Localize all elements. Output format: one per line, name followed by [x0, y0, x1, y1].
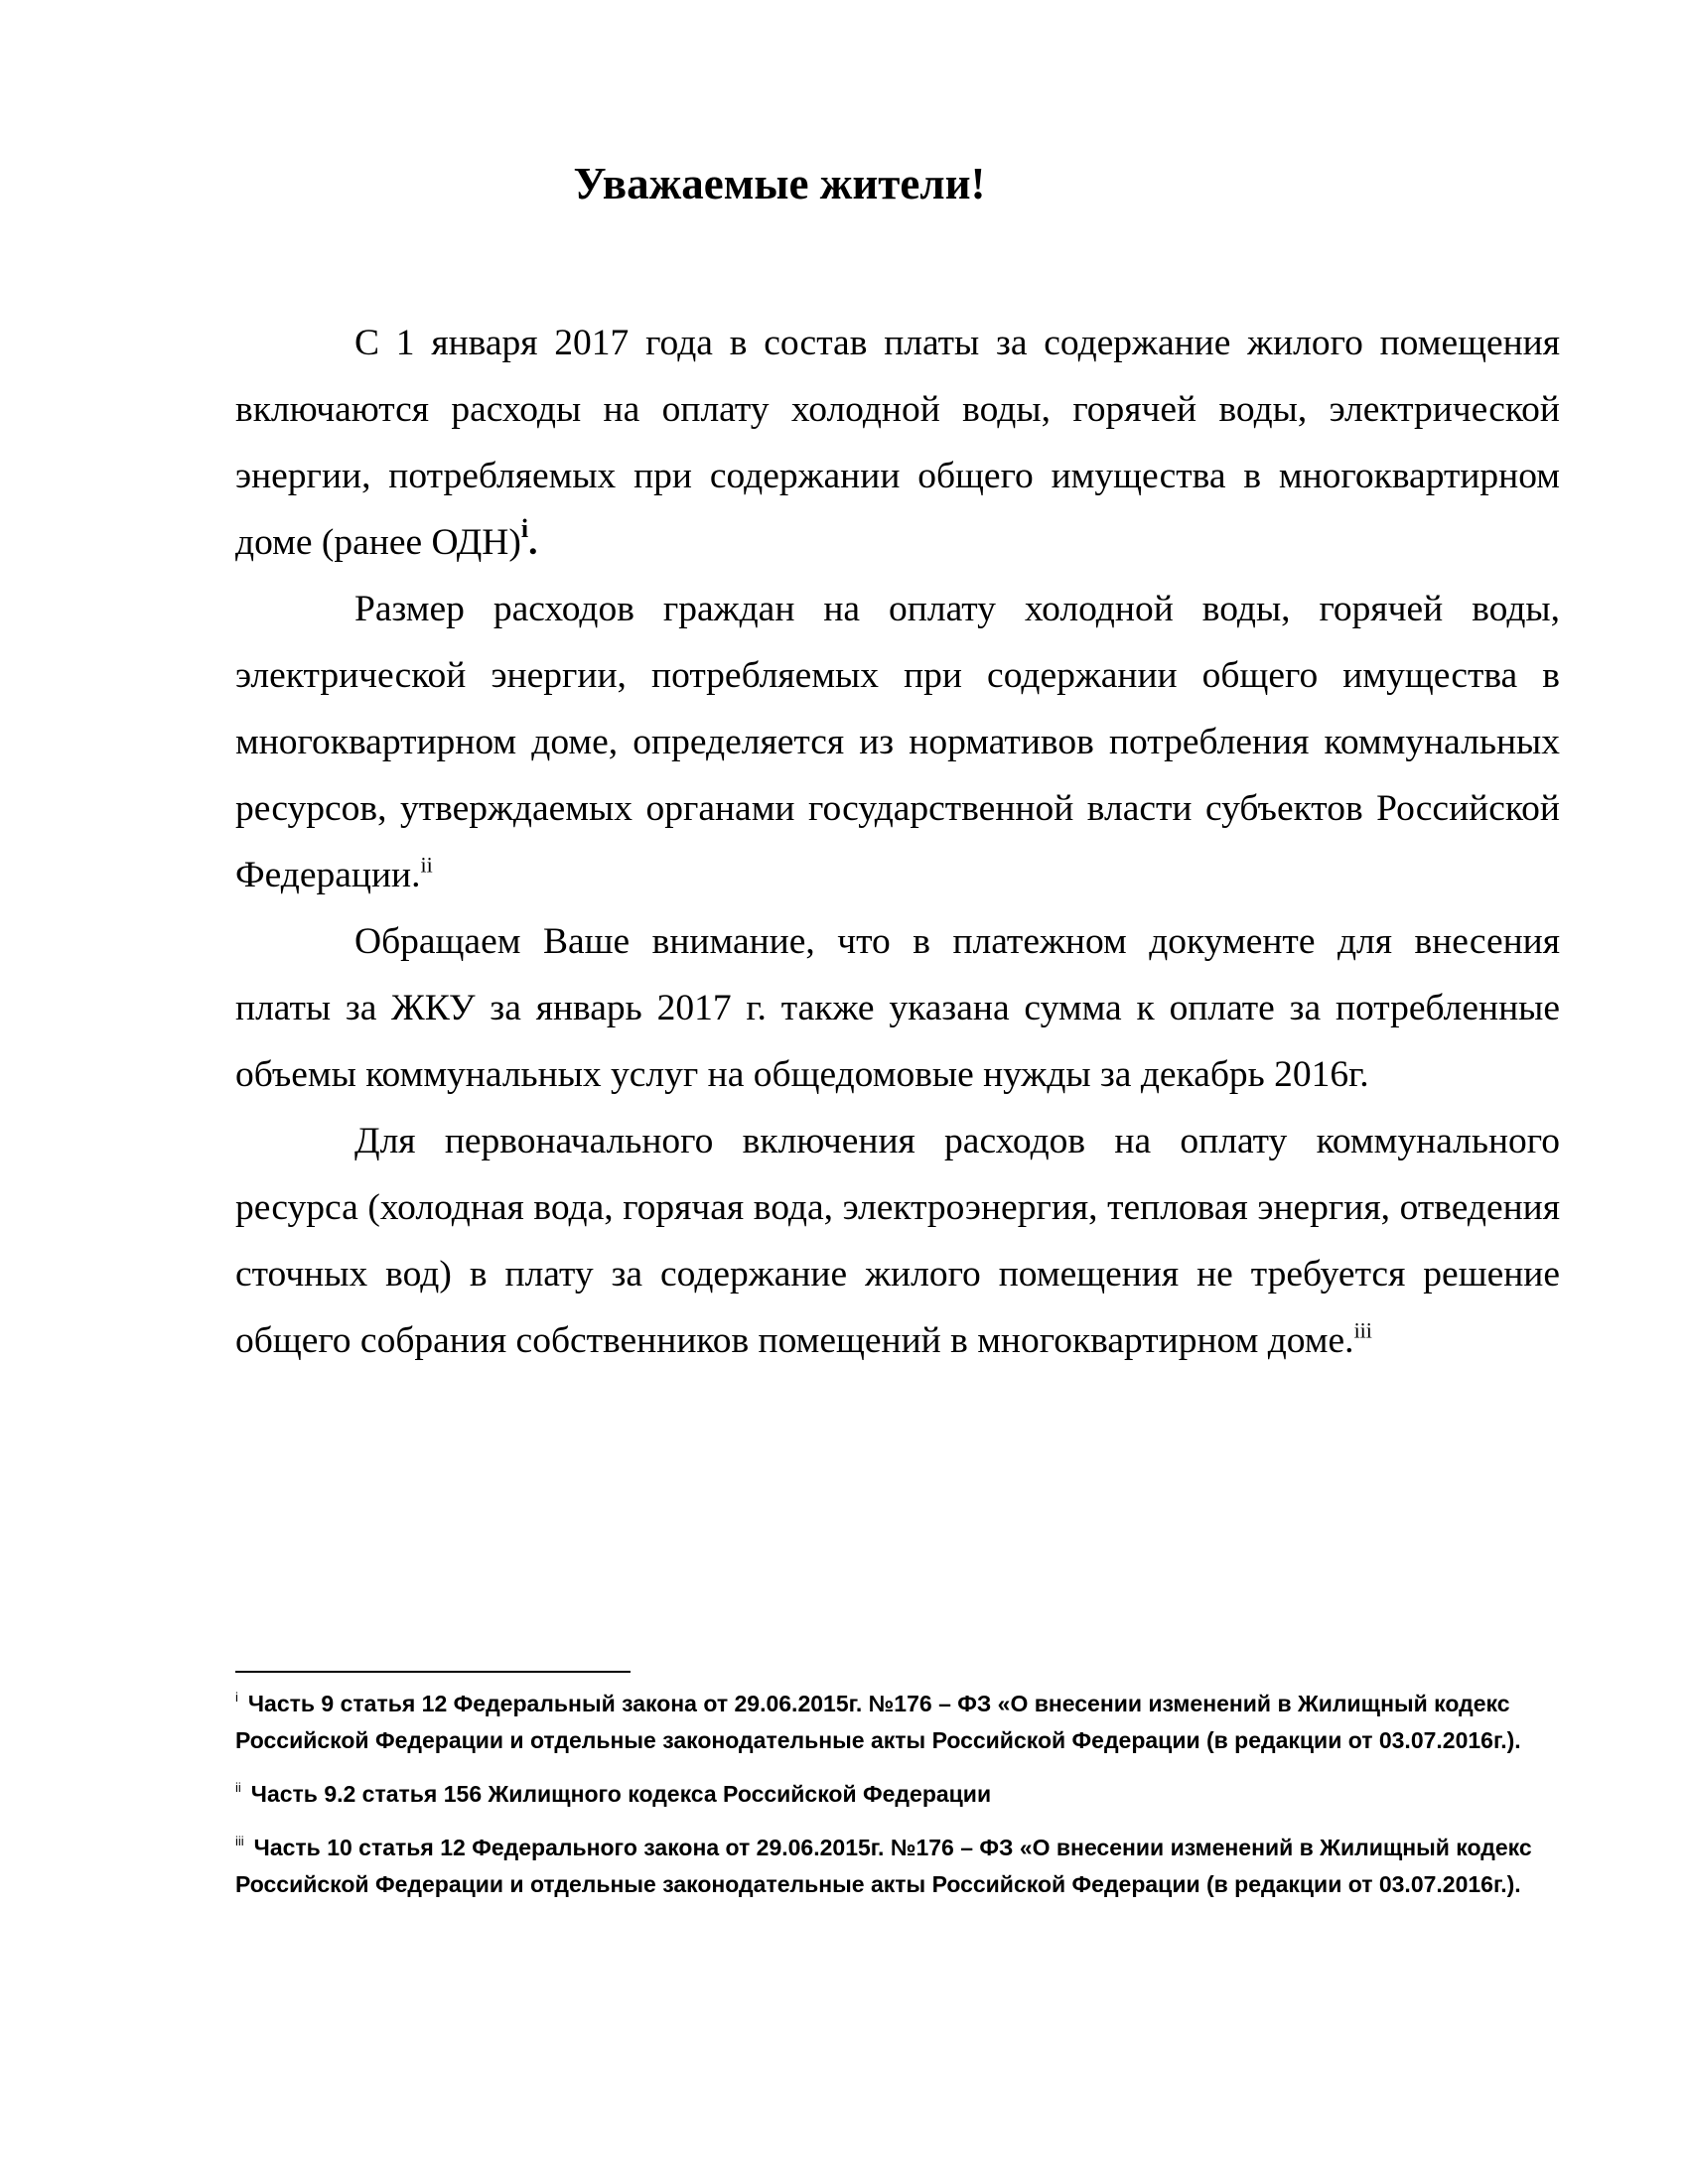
paragraph-1 [235, 310, 1560, 576]
footnote-mark: iii [235, 1833, 244, 1848]
footnote-text: Часть 10 статья 12 Федерального закона от 29.06.2015г. №176 – ФЗ «О внесении изменений в Жилищный кодекс Российской Федерации и отдельные законодательные акты Российской Федерации (в редакции от 03.07.2016г.). [235, 1835, 1532, 1897]
paragraph-text: Размер расходов граждан на оплату холодной воды, горячей воды, электрической энергии, потребляемых при содержании общего имущества в многоквартирном доме, определяется из нормативов потребления коммунальных ресурсов, утверждаемых органами государственной власти субъектов Российской Федерации. [235, 589, 1560, 895]
footnote-3 [235, 1830, 1566, 1903]
paragraph-3 [235, 908, 1560, 1108]
paragraph-2 [235, 576, 1560, 908]
footnote-text: Часть 9.2 статья 156 Жилищного кодекса Российской Федерации [250, 1781, 992, 1807]
footnote-2 [235, 1776, 1566, 1813]
paragraph-4 [235, 1108, 1560, 1374]
paragraph-text: Для первоначального включения расходов на оплату коммунального ресурса (холодная вода, горячая вода, электроэнергия, тепловая энергия, отведения сточных вод) в плату за содержание жилого помещения не требуется решение общего собрания собственников помещений в многоквартирном доме. [235, 1121, 1560, 1361]
paragraph-text: С 1 января 2017 года в состав платы за содержание жилого помещения включаются расходы на оплату холодной воды, горячей воды, электрической энергии, потребляемых при содержании общего имущества в многоквартирном доме (ранее ОДН) [235, 323, 1560, 563]
page-title: Уважаемые жители! [573, 159, 986, 208]
paragraph-end-punctuation: . [528, 522, 538, 563]
footnote-ref: i [520, 514, 529, 544]
body-text [235, 310, 1560, 1374]
footnote-mark: i [235, 1689, 238, 1705]
footnote-separator [235, 1671, 631, 1673]
footnote-mark: ii [235, 1779, 241, 1795]
footnote-ref: iii [1353, 1317, 1372, 1343]
paragraph-text: Обращаем Ваше внимание, что в платежном документе для внесения платы за ЖКУ за январь 2017 г. также указана сумма к оплате за потребленные объемы коммунальных услуг на общедомовые нужды за декабрь 2016г. [235, 921, 1560, 1095]
footnote-ref: ii [420, 852, 433, 878]
footnote-text: Часть 9 статья 12 Федеральный закона от 29.06.2015г. №176 – ФЗ «О внесении изменений в Жилищный кодекс Российской Федерации и отдельные законодательные акты Российской Федерации (в редакции от 03.07.2016г.). [235, 1691, 1521, 1753]
footnote-1 [235, 1686, 1566, 1759]
footnotes [235, 1686, 1566, 1920]
